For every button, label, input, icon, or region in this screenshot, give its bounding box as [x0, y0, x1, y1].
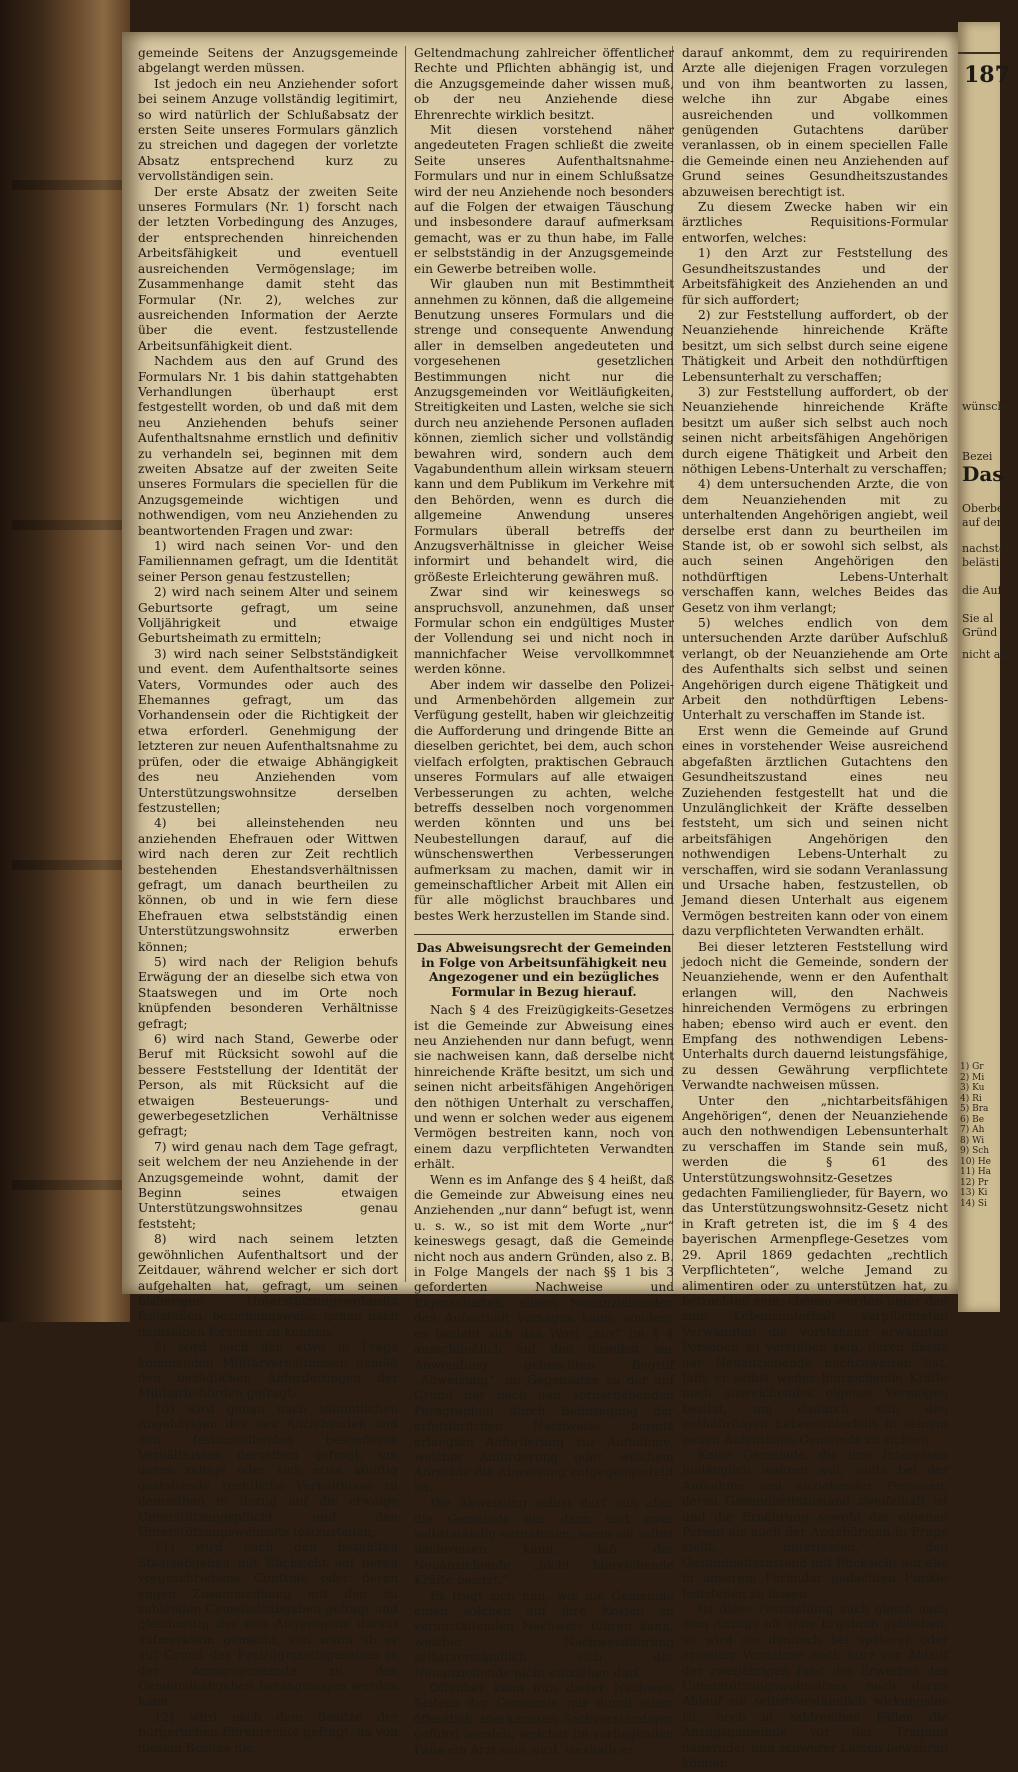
list-fragment: 7) Ah — [960, 1125, 985, 1135]
column-1 — [138, 46, 398, 1755]
paragraph: gemeinde Seitens der Anzugsgemeinde abgelangt werden müssen. — [138, 46, 398, 76]
list-item: 11) wird nach den bezahlten Staatsabgaben mit Rücksicht auf deren vorgeschriebene Controle oder deren engen Zusammenhang mit den zu zahlenden Gemeindeabgaben gefragt und gleichzeitig der neu Angezogene darauf aufmerksam gemacht, von wann ab er auf Grund des Freizügigkeitsgesetzes in der Anzugsgemeinde zu den Gemeindeabgaben herangezogen werden kann; — [138, 1540, 398, 1709]
list-fragment: 6) Be — [960, 1114, 985, 1125]
paragraph: Ist jedoch ein neu Anziehender sofort bei seinem Anzuge vollständig legitimirt, so wird natürlich der Schlußabsatz der ersten Seite unseres Formulars gänzlich zu streichen und dagegen der vorletzte Absatz entsprechend kurz zu vervollständigen sein. — [138, 76, 398, 184]
numbered-list-fragment — [960, 1062, 991, 1209]
word-fragment: Gründ — [962, 626, 998, 639]
list-item: 3) wird nach seiner Selbstständigkeit und event. dem Aufenthaltsorte seines Vaters, Vormundes oder auch des Ehemannes gefragt, um das Vorhandensein oder die Richtigkeit der etwa erforderl. Genehmigung der letzteren zur neuen Aufenthaltsnahme zu prüfen, oder die etwaige Abhängigkeit des neu Anziehenden vom Unterstützungswohnsitze derselben festzustellen; — [138, 646, 398, 815]
column-rule — [405, 46, 406, 1282]
year-fragment: 187 — [964, 62, 1010, 88]
paragraph: Wir glauben nun mit Bestimmtheit annehmen zu können, daß die allgemeine Benutzung unseres Formulars und die strenge und consequente Anwendung aller in demselben angedeuteten und vorgesehenen gesetzlichen Bestimmungen nicht nur die Anzugsgemeinden vor Weitläufigkeiten, Streitigkeiten und Lasten, welche sie sich durch neu anziehende Personen aufladen können, ziemlich sicher und vollständig bewahren wird, sondern auch dem Vagabundenthum allein wirksam steuern kann und dem Publikum im Verkehre mit den Behörden, wenn es durch die allgemeine Anwendung unseres Formulars überall betreffs der Anzugsverhältnisse in gleicher Weise informirt und behandelt wird, die größeste Erleichterung gewähren muß. — [414, 277, 674, 584]
paragraph: Geltendmachung zahlreicher öffentlicher Rechte und Pflichten abhängig ist, und die Anzugsgemeinde daher wissen muß, ob der neu Anziehende diese Ehrenrechte wirklich besitzt. — [414, 46, 674, 122]
paragraph: Ist diese Feststellung auch gleich nach dem Anzuge oft ohne Ergebniß geblieben, so wird sie dennoch bei späterer oder erneuter Vornahme noch kurz vor Ablauf der zweijährigen Frist des Erwerbes des Unterstützungswohnsitzes, nach deren Ablauf sie selbstverständlich wirkungslos ist, noch in zahlreichen Fällen die Anzugsgemeinde vor der Tragung dauernder und schwerer Lasten bewahren können. — [682, 1602, 948, 1771]
list-item: 4) dem untersuchenden Arzte, die von dem Neuanziehenden mit zu unterhaltenden Angehörigen angiebt, weil derselbe erst dann zu beurtheilen im Stande ist, ob er sowohl sich selbst, als auch seinen Angehörigen den nothdürftigen Lebens-Unterhalt verschaffen kann, welches Beides das Gesetz von ihm verlangt; — [682, 477, 948, 615]
list-item: 5) welches endlich von dem untersuchenden Arzte darüber Aufschluß verlangt, ob der Neuanziehende am Orte des Aufenthalts sich selbst und seinen Angehörigen durch eigene Thätigkeit und Arbeit den nothdürftigen Lebens-Unterhalt zu verschaffen im Stande ist. — [682, 616, 948, 723]
paragraph: Unter den „nichtarbeitsfähigen Angehörigen“, denen der Neuanziehende auch den nothwendigen Lebensunterhalt zu verschaffen im Stande sein muß, werden die § 61 des Unterstützungswohnsitz-Gesetzes gedachten Familienglieder, für Bayern, wo das Unterstützungswohnsitz-Gesetz nicht in Kraft getreten ist, die im § 4 des bayerischen Armenpflege-Gesetzes vom 29. April 1869 gedachten „rechtlich Verpflichteten“, welche Jemand zu alimentiren oder zu unterstützen hat, zu betrachten sein; ebenso werden unter den zum Lebensunterhalt verpflichteten Verwandten die vorstehend erwähnten Personen zu verstehen sein, deren Besitz der Neuanziehende nachzuweisen hat, falls er selbst weder hinreichende Kräfte noch ausreichendes eigenes Vermögen besitzt, um dadurch sich den nothdürftigen Lebensunterhalt in seinem neuen Aufenthalts-Gemeinde zu sichern. — [682, 1093, 948, 1447]
word-fragment: Oberbe — [962, 502, 1004, 515]
list-item: 4) bei alleinstehenden neu anziehenden Ehefrauen oder Wittwen wird nach deren zur Zeit rechtlich bestehenden Ehestandsverhältnissen gefragt, um danach beurtheilen zu können, ob und in wie fern diese Ehefrauen etwa selbstständig einen Unterstützungswohnsitz erwerben können; — [138, 816, 398, 954]
paragraph: Bei dieser letzteren Feststellung wird jedoch nicht die Gemeinde, sondern der Neuanziehende, wenn er den Aufenthalt erlangen will, den Nachweis hinreichenden Vermögens zu erbringen haben; ebenso wird auch er event. den Empfang des nothwendigen Lebens-Unterhalts durch dauernd leistungsfähige, zu dessen Gewährung verpflichtete Verwandte nachweisen müssen. — [682, 939, 948, 1093]
paragraph: darauf ankommt, dem zu requirirenden Arzte alle diejenigen Fragen vorzulegen und von ihm beantworten zu lassen, welche ihn zur Abgabe eines ausreichenden und vollkommen genügenden Gutachtens darüber veranlassen, ob in einem speciellen Falle die Gemeinde einen neu Anziehenden auf Grund seines Gesundheitszustandes abzuweisen berechtigt ist. — [682, 46, 948, 199]
word-fragment: belästi — [962, 556, 1000, 569]
list-fragment: 10) He — [960, 1156, 991, 1167]
paragraph: Erst wenn die Gemeinde auf Grund eines in vorstehender Weise ausreichend abgefaßten ärztlichen Gutachtens den Gesundheitszustand eines neu Zuziehenden festgestellt hat und die Unzulänglichkeit der Kräfte desselben feststeht, um sich und seinen nicht arbeitsfähigen Angehörigen den nothwendigen Lebens-Unterhalt zu verschaffen, wird sie sodann Veranlassung und Ursache haben, festzustellen, ob Jemand diesen Unterhalt aus eigenem Vermögen bestreiten kann oder von einem dazu verpflichteten Verwandten erhält. — [682, 723, 948, 939]
list-fragment: 5) Bra — [960, 1104, 989, 1114]
word-fragment: wünschen — [962, 400, 1018, 413]
book-spine — [0, 0, 130, 1322]
paragraph: Aber indem wir dasselbe den Polizei- und Armenbehörden allgemein zur Verfügung gestellt, haben wir gleichzeitig die Aufforderung und dringende Bitte an dieselben gerichtet, bei dem, auch schon vielfach erfolgten, praktischen Gebrauch unseres Formulars auf alle etwaigen Verbesserungen zu achten, welche betreffs desselben noch vorgenommen werden könnten und uns bei Neubestellungen darauf, auf die wünschenswerthen Verbesserungen aufmerksam zu machen, damit wir in gemeinschaftlicher Arbeit mit Allen ein für alle möglichst brauchbares und bestes Werk herzustellen im Stande sind. — [414, 677, 674, 923]
word-fragment: auf der — [962, 516, 1003, 529]
list-fragment: 8) Wi — [960, 1135, 985, 1146]
paragraph: Offenbar kann nun dieser Nachweis Seitens der Gemeinde nur durch einen öffentlich anerkannten Sachverständigen geführt werden, welcher im vorliegenden Falle ein Arzt sein wird, weshalb es — [414, 1681, 674, 1757]
paragraph: Es fragt sich nun, wie die Gemeinde einen solchen auf ihre Kosten zu veranstaltenden Nachweis führen kann, welcher Nachweisführung selbstverständlich sich der Neuanziehende nicht entziehen darf. — [414, 1588, 674, 1680]
paragraph: Nach § 4 des Freizügigkeits-Gesetzes ist die Gemeinde zur Abweisung eines neu Anziehenden nur dann befugt, wenn sie nachweisen kann, daß derselbe nicht hinreichende Kräfte besitzt, um sich und seinen nicht arbeitsfähigen Angehörigen den nöthigen Unterhalt zu verschaffen, und wenn er solchen weder aus eigenem Vermögen bestreiten kann, noch von einem dazu verpflichteten Verwandten erhält. — [414, 1003, 674, 1172]
paragraph: Der erste Absatz der zweiten Seite unseres Formulars (Nr. 1) forscht nach der letzten Vorbedingung des Anzuges, der entsprechenden hinreichenden Arbeitsfähigkeit und eventuell ausreichenden Vermögenslage; im Zusammenhange damit steht das Formular (Nr. 2), welches zur ausreichenden Information der Aerzte über die event. festzustellende Arbeitsunfähigkeit dient. — [138, 184, 398, 353]
list-fragment: 11) Ha — [960, 1167, 992, 1177]
paragraph: Zu diesem Zwecke haben wir ein ärztliches Requisitions-Formular entworfen, welches: — [682, 200, 948, 245]
heading-fragment: Das — [962, 462, 1004, 486]
list-item: 2) zur Feststellung auffordert, ob der Neuanziehende hinreichende Kräfte besitzt, um sich selbst durch seine eigene Thätigkeit und Arbeit den nothdürftigen Lebensunterhalt zu verschaffen; — [682, 307, 948, 384]
list-fragment: 9) Sch — [960, 1146, 990, 1156]
column-2 — [414, 46, 674, 1757]
word-fragment: nachstch — [962, 542, 1013, 555]
section-heading: Das Abweisungsrecht der Gemeinden in Folge von Arbeitsunfähigkeit neu Angezogener und ein bezügliches Formular in Bezug hierauf. — [414, 934, 674, 999]
list-item: 3) zur Feststellung auffordert, ob der Neuanziehende hinreichende Kräfte besitzt um außer sich selbst auch noch seinen nicht arbeitsfähigen Angehörigen durch eigene Thätigkeit und Arbeit den nöthigen Lebens-Unterhalt zu verschaffen; — [682, 384, 948, 476]
list-fragment: 3) Ku — [960, 1083, 985, 1093]
word-fragment: nicht an — [962, 648, 1008, 661]
word-fragment: die Auf — [962, 584, 1002, 597]
list-item: 5) wird nach der Religion behufs Erwägung der an dieselbe sich etwa von Staatswegen und im Orte noch knüpfenden besonderen Verhältnisse gefragt; — [138, 954, 398, 1031]
list-fragment: 4) Ri — [960, 1093, 982, 1104]
word-fragment: Sie al — [962, 612, 994, 625]
list-fragment: 14) Si — [960, 1198, 987, 1209]
adjacent-page-edge — [958, 22, 1018, 1312]
list-item: 8) wird nach seinem letzten gewöhnlichen Aufenthaltsort und der Zeitdauer, während welcher er sich dort aufgehalten hat, gefragt, um seinen bisherigen Unterstützungswohnsitz feststellen, beziehungsweise genau nach demselben forschen zu können. — [138, 1232, 398, 1339]
list-item: 2) wird nach seinem Alter und seinem Geburtsorte gefragt, um seine Volljährigkeit und etwaige Geburtsheimath zu ermitteln; — [138, 585, 398, 646]
header-rule — [958, 52, 1000, 54]
list-fragment: 1) Gr — [960, 1062, 984, 1072]
list-item: 1) den Arzt zur Feststellung des Gesundheitszustandes und der Arbeitsfähigkeit des Anziehenden an und für sich auffordert; — [682, 246, 948, 307]
paragraph: Zwar sind wir keineswegs so anspruchsvoll, anzunehmen, daß unser Formular schon ein endgültiges Muster der Vollendung sei und nicht noch in mannichfacher Weise vervollkommnet werden könne. — [414, 585, 674, 677]
list-item: 10) wird genau nach sämmtlichen Angehörigen des neu Anziehenden und den festzustellenden besonderen Verhältnissen derselben gefragt, um deren zeitige oder sich etwa künftig gestaltende rechtliche Verhältnisse zu demselben in Bezug auf die etwaige Unterstützungspflicht und den Unterstützungswohnsitz festzustellen; — [138, 1401, 398, 1539]
document-page — [122, 32, 958, 1771]
list-item: 9) wird nach den etwa in Frage kommenden Militärverhältnissen gemäß den bezüglichen Anforderungen der Militairbehörden gefragt; — [138, 1340, 398, 1401]
word-fragment: Bezei — [962, 450, 993, 463]
list-fragment: 12) Pr — [960, 1177, 989, 1188]
list-fragment: 13) Ki — [960, 1188, 988, 1198]
list-item: 6) wird nach Stand, Gewerbe oder Beruf mit Rücksicht sowohl auf die bessere Feststellung der Identität der Person, als mit Rücksicht auf die etwaigen Besteuerungs- und gewerbegesetzlichen Verhältnisse gefragt; — [138, 1032, 398, 1139]
paragraph: Mit diesen vorstehend näher angedeuteten Fragen schließt die zweite Seite unseres Aufenthaltsnahme-Formulars und nur in einem Schlußsatze wird der neu Anziehende noch besonders auf die Folgen der etwaigen Täuschung und insbesondere darauf aufmerksam gemacht, was er zu thun habe, im Falle er selbstständig in der Anzugsgemeinde ein Gewerbe betreiben wolle. — [414, 123, 674, 276]
list-item: 12) wird nach dem Besitze der bürgerlichen Ehrenrechte gefragt, da von diesem Besitze die — [138, 1709, 398, 1755]
list-item: 7) wird genau nach dem Tage gefragt, seit welchem der neu Anziehende in der Anzugsgemeinde wohnt, damit der Beginn seines etwaigen Unterstützungswohnsitzes genau feststeht; — [138, 1139, 398, 1231]
paragraph: Wenn es im Anfange des § 4 heißt, daß die Gemeinde zur Abweisung eines neu Anziehenden „nur dann“ befugt ist, wenn u. s. w., so ist mit dem Worte „nur“ keineswegs gesagt, daß die Gemeinde nicht noch aus andern Gründen, also z. B. in Folge Mangels der nach §§ 1 bis 3 geforderten Nachweise und Eigenschaften, einem Neuanziehenden den Aufenthalt versagen kann, sondern es bezieht sich das Wort „nur“ im § 4 ausschließlich auf den daselbst zur Anwendung gebrachten Begriff „Abweisung“, im Gegensatze zu der auf Grund der nach den vorhergehenden Paragraphen durch Beibringung der erforderlichen Nachweise bereits erlangten Anforderung zur Aufnahme, welcher Anforderung oder welchem Anrechte die Abweisung entgegengestellt ist. — [414, 1172, 674, 1495]
paragraph: Keine Gemeinde, die ihre Interessen hinlänglich wahren will, sollte bei der Aufnahme neu anziehender Personen, deren Gesundheitszustand zweifelhaft ist und die Ernährung sowohl der eigenen Person als auch der Angehörigen in Frage stellt, unterlassen, den Gesundheitszustand mit Rücksicht auf alle in unserem Formular gedachten Punkte feststellen zu lassen. — [682, 1447, 948, 1601]
column-3 — [682, 46, 948, 1771]
paragraph: Nachdem aus den auf Grund des Formulars Nr. 1 bis dahin stattgehabten Verhandlungen überhaupt erst festgestellt worden, ob und daß mit dem neu Anziehenden behufs seiner Aufenthaltsnahme ernstlich und definitiv zu verhandeln sei, beginnen mit dem zweiten Absatze auf der zweiten Seite unseres Formulars die speciellen für die Anzugsgemeinde wichtigen und nothwendigen, vom neu Anziehenden zu beantwortenden Fragen und zwar: — [138, 354, 398, 538]
list-item: 1) wird nach seinen Vor- und den Familiennamen gefragt, um die Identität seiner Person genau festzustellen; — [138, 539, 398, 584]
list-fragment: 2) Mi — [960, 1072, 985, 1083]
paragraph: Die Abweisung selbst darf nun aber die Gemeinde nur dann und zwar selbstständig vornehmen, wenn sie selbst nachweisen kann, daß der Neuanziehende „nicht hinreichende Kräfte besitzt.“ — [414, 1496, 674, 1588]
